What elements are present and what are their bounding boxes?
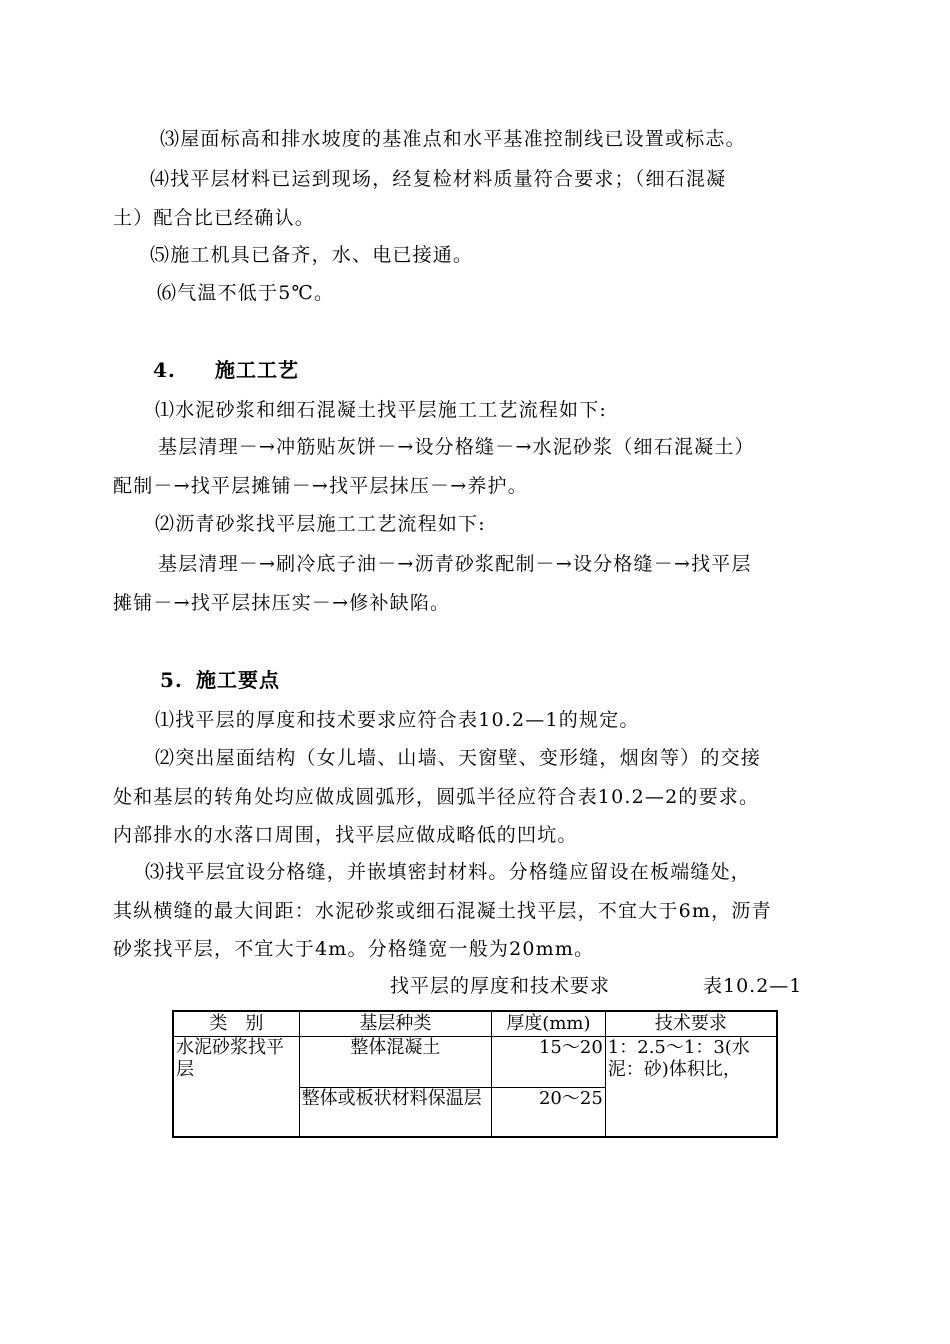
section-4-title: 施工工艺 [215, 358, 299, 382]
prep-item-6: ⑹气温不低于5℃。 [157, 282, 335, 304]
prep-item-4: ⑷找平层材料已运到现场，经复检材料质量符合要求；（细石混凝 [150, 168, 727, 190]
section-4-line-3: 配制－→找平层摊铺－→找平层抹压－→养护。 [113, 475, 528, 497]
section-5-number: 5. [160, 668, 183, 692]
table-row [173, 1037, 777, 1088]
spec-table [172, 1010, 778, 1138]
requirement-cell: 1：2.5～1：3(水泥：砂)体积比， [605, 1037, 777, 1138]
header-requirement: 技术要求 [605, 1011, 777, 1037]
section-4-line-4: ⑵沥青砂浆找平层施工工艺流程如下: [155, 513, 486, 535]
section-4-heading [153, 357, 299, 383]
prep-item-3: ⑶屋面标高和排水坡度的基准点和水平基准控制线已设置或标志。 [160, 128, 746, 150]
section-5-line-5: ⑶找平层宜设分格缝，并嵌填密封材料。分格缝应留设在板端缝处， [145, 861, 752, 883]
thickness-cell: 20～25 [492, 1088, 606, 1138]
prep-item-5: ⑸施工机具已备齐，水、电已接通。 [150, 244, 474, 266]
table-number: 表10.2—1 [703, 975, 803, 997]
section-4-line-2: 基层清理－→冲筋贴灰饼－→设分格缝－→水泥砂浆（细石混凝土） [158, 436, 755, 458]
section-4-line-5: 基层清理－→刷冷底子油－→沥青砂浆配制－→设分格缝－→找平层 [158, 553, 752, 575]
prep-item-4-cont: 土）配合比已经确认。 [113, 207, 316, 229]
section-5-line-1: ⑴找平层的厚度和技术要求应符合表10.2—1的规定。 [155, 709, 640, 731]
table-header-row [173, 1011, 777, 1037]
header-base-type: 基层种类 [299, 1011, 491, 1037]
header-thickness: 厚度(mm) [492, 1011, 606, 1037]
category-cell: 水泥砂浆找平层 [173, 1037, 299, 1138]
section-4-number: 4. [153, 358, 176, 382]
base-type-cell: 整体或板状材料保温层 [299, 1088, 491, 1138]
section-5-line-2: ⑵突出屋面结构（女儿墙、山墙、天窗壁、变形缝，烟囱等）的交接 [155, 747, 762, 769]
section-5-line-3: 处和基层的转角处均应做成圆弧形，圆弧半径应符合表10.2—2的要求。 [113, 786, 760, 808]
section-5-line-7: 砂浆找平层，不宜大于4m。分格缝宽一般为20mm。 [113, 938, 595, 960]
table-caption: 找平层的厚度和技术要求 [390, 975, 611, 997]
section-4-line-1: ⑴水泥砂浆和细石混凝土找平层施工工艺流程如下: [155, 399, 608, 421]
thickness-cell: 15～20 [492, 1037, 606, 1088]
base-type-cell: 整体混凝土 [299, 1037, 491, 1088]
header-category: 类 别 [173, 1011, 299, 1037]
section-4-line-6: 摊铺－→找平层抹压实－→修补缺陷。 [113, 592, 451, 614]
section-5-line-6: 其纵横缝的最大间距：水泥砂浆或细石混凝土找平层，不宜大于6m，沥青 [113, 900, 772, 922]
section-5-line-4: 内部排水的水落口周围，找平层应做成略低的凹坑。 [113, 824, 578, 846]
section-5-heading [160, 667, 280, 693]
section-5-title: 施工要点 [196, 668, 280, 692]
